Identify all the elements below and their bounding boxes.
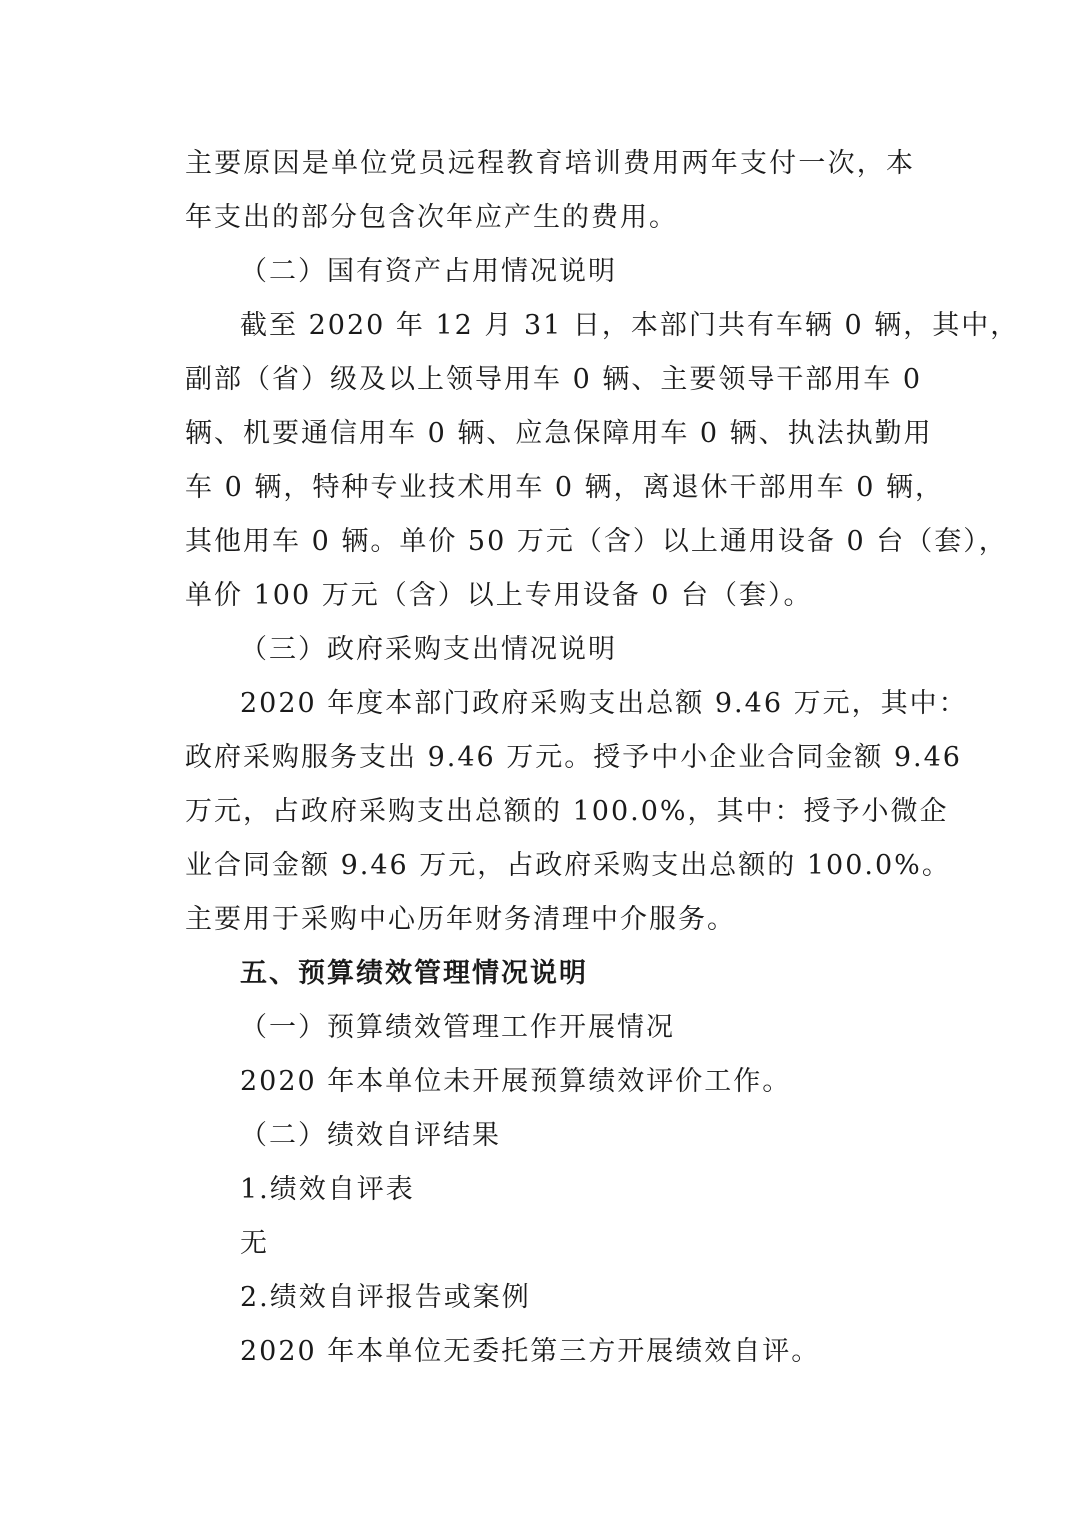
paragraph-line: 2020 年度本部门政府采购支出总额 9.46 万元，其中： [240,688,968,719]
paragraph-line: 主要原因是单位党员远程教育培训费用两年支付一次，本 [185,148,915,179]
paragraph-line: 截至 2020 年 12 月 31 日，本部门共有车辆 0 辆，其中， [240,310,1020,341]
section-heading-procurement: （三）政府采购支出情况说明 [240,634,617,665]
section-heading-assets: （二）国有资产占用情况说明 [240,256,617,287]
paragraph-line: 车 0 辆，特种专业技术用车 0 辆，离退休干部用车 0 辆， [185,472,945,503]
paragraph-line: 无 [240,1228,269,1259]
paragraph-line: 2020 年本单位未开展预算绩效评价工作。 [240,1066,792,1097]
paragraph-line: 其他用车 0 辆。单价 50 万元（含）以上通用设备 0 台（套）， [185,526,1008,557]
paragraph-line: 业合同金额 9.46 万元，占政府采购支出总额的 100.0%。 [185,850,951,881]
paragraph-line: 年支出的部分包含次年应产生的费用。 [185,202,678,233]
paragraph-line: 副部（省）级及以上领导用车 0 辆、主要领导干部用车 0 [185,364,923,395]
paragraph-line: 2020 年本单位无委托第三方开展绩效自评。 [240,1336,821,1367]
paragraph-line: 辆、机要通信用车 0 辆、应急保障用车 0 辆、执法执勤用 [185,418,933,449]
paragraph-line: 万元，占政府采购支出总额的 100.0%，其中：授予小微企 [185,796,949,827]
paragraph-line: 政府采购服务支出 9.46 万元。授予中小企业合同金额 9.46 [185,742,962,773]
chapter-heading-performance: 五、预算绩效管理情况说明 [240,958,588,989]
section-heading-performance-work: （一）预算绩效管理工作开展情况 [240,1012,675,1043]
section-heading-self-evaluation: （二）绩效自评结果 [240,1120,501,1151]
item-heading-self-evaluation-report: 2.绩效自评报告或案例 [240,1282,531,1313]
paragraph-line: 单价 100 万元（含）以上专用设备 0 台（套）。 [185,580,813,611]
paragraph-line: 主要用于采购中心历年财务清理中介服务。 [185,904,736,935]
item-heading-self-evaluation-table: 1.绩效自评表 [240,1174,415,1205]
